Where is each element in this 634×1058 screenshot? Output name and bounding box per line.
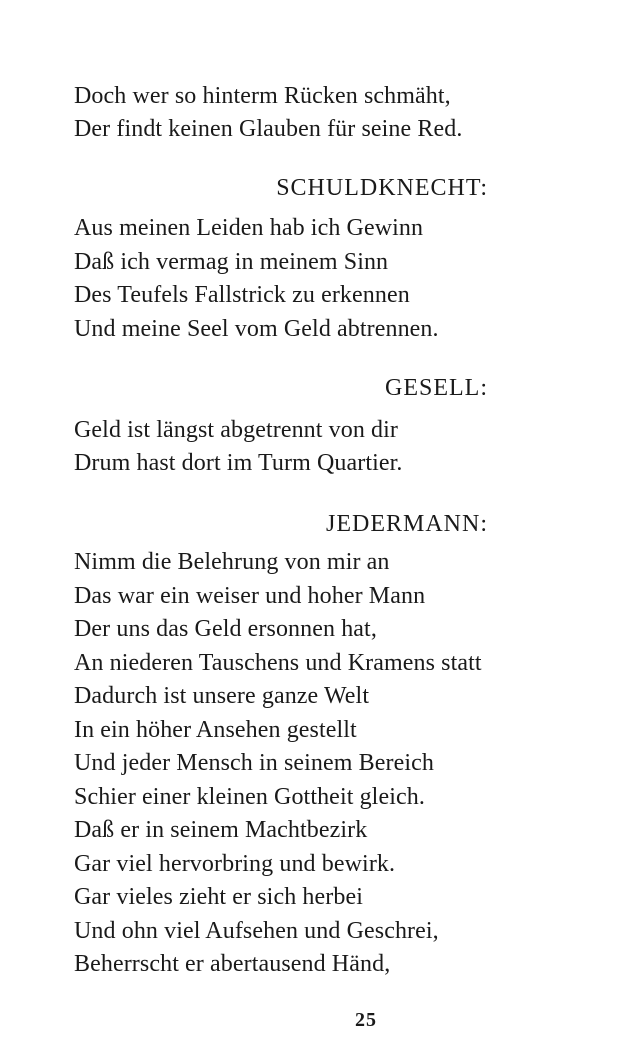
verse-line: Daß er in seinem Machtbezirk [74, 817, 368, 843]
verse-line: Der uns das Geld ersonnen hat, [74, 616, 377, 642]
verse-line: Gar vieles zieht er sich herbei [74, 884, 363, 910]
verse-line: Gar viel hervorbring und bewirk. [74, 851, 396, 877]
verse-line: Das war ein weiser und hoher Mann [74, 583, 426, 609]
verse-line: Geld ist längst abgetrennt von dir [74, 417, 399, 443]
page-number: 25 [355, 1009, 377, 1031]
verse-line: Daß ich vermag in meinem Sinn [74, 249, 389, 275]
verse-line: Der findt keinen Glauben für seine Red. [74, 116, 463, 142]
verse-line: Und jeder Mensch in seinem Bereich [74, 750, 434, 776]
verse-line: In ein höher Ansehen gestellt [74, 717, 357, 743]
speaker-name: GESELL: [385, 375, 488, 401]
verse-line: Dadurch ist unsere ganze Welt [74, 683, 370, 709]
verse-line: Schier einer kleinen Gottheit gleich. [74, 784, 425, 810]
verse-line: Doch wer so hinterm Rücken schmäht, [74, 83, 451, 109]
verse-line: Beherrscht er abertausend Händ, [74, 951, 391, 977]
verse-line: Des Teufels Fallstrick zu erkennen [74, 282, 410, 308]
verse-line: An niederen Tauschens und Kramens statt [74, 650, 482, 676]
speaker-name: SCHULDKNECHT: [276, 175, 488, 201]
verse-line: Aus meinen Leiden hab ich Gewinn [74, 215, 424, 241]
verse-line: Und ohn viel Aufsehen und Geschrei, [74, 918, 439, 944]
verse-line: Drum hast dort im Turm Quartier. [74, 450, 403, 476]
verse-line: Nimm die Belehrung von mir an [74, 549, 390, 575]
verse-line: Und meine Seel vom Geld abtrennen. [74, 316, 439, 342]
speaker-name: JEDERMANN: [325, 511, 488, 537]
